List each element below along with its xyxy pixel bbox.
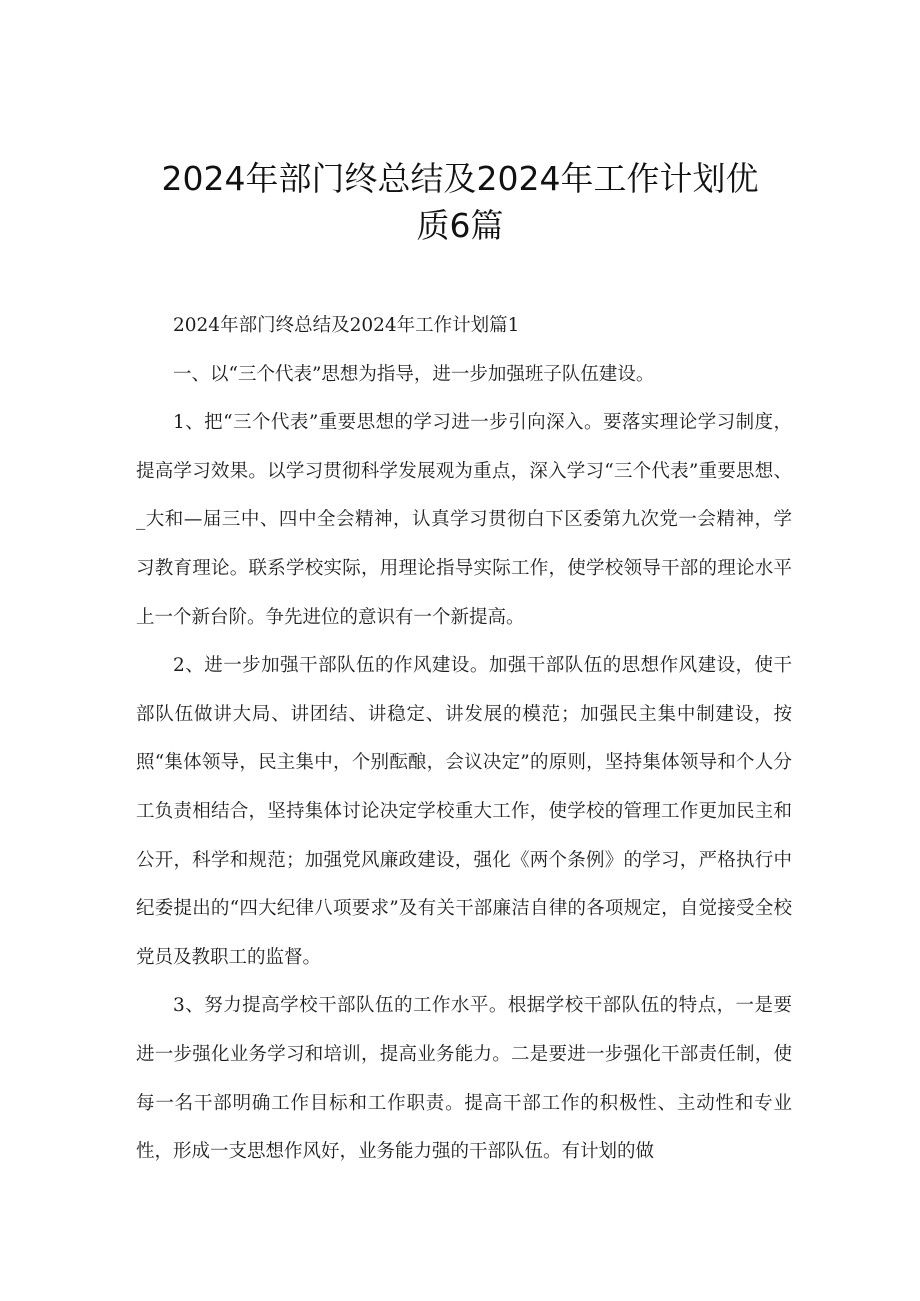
paragraph-3: 3、努力提高学校干部队伍的工作水平。根据学校干部队伍的特点，一是要进一步强化业务学习和培训，提高业务能力。二是要进一步强化干部责任制，使每一名干部明确工作目标和工作职责。提高干部工作的积极性、主动性和专业性，形成一支思想作风好，业务能力强的干部队伍。有计划的做 — [136, 995, 792, 1163]
document-body — [136, 302, 792, 1177]
paragraph-outline-heading: 一、以“三个代表”思想为指导，进一步加强班子队伍建设。 — [173, 363, 655, 385]
section-heading: 2024年部门终总结及2024年工作计划篇1 — [173, 315, 520, 336]
paragraph-1: 1、把“三个代表”重要思想的学习进一步引向深入。要落实理论学习制度，提高学习效果。以学习贯彻科学发展观为重点，深入学习“三个代表”重要思想、_大和—届三中、四中全会精神，认真学习贯彻白下区委第九次党一会精神，学习教育理论。联系学校实际，用理论指导实际工作，使学校领导干部的理论水平上一个新台阶。争先进位的意识有一个新提高。 — [136, 412, 792, 628]
document-title-line-2: 质6篇 — [416, 206, 504, 245]
document-title-line-1: 2024年部门终总结及2024年工作计划优 — [161, 159, 759, 198]
paragraph-2: 2、进一步加强干部队伍的作风建设。加强干部队伍的思想作风建设，使干部队伍做讲大局、讲团结、讲稳定、讲发展的模范；加强民主集中制建设，按照“集体领导，民主集中，个别酝酿，会议决定”的原则，坚持集体领导和个人分工负责相结合，坚持集体讨论决定学校重大工作，使学校的管理工作更加民主和公开，科学和规范；加强党风廉政建设，强化《两个条例》的学习，严格执行中纪委提出的“四大纪律八项要求”及有关干部廉洁自律的各项规定，自觉接受全校党员及教职工的监督。 — [136, 655, 792, 968]
